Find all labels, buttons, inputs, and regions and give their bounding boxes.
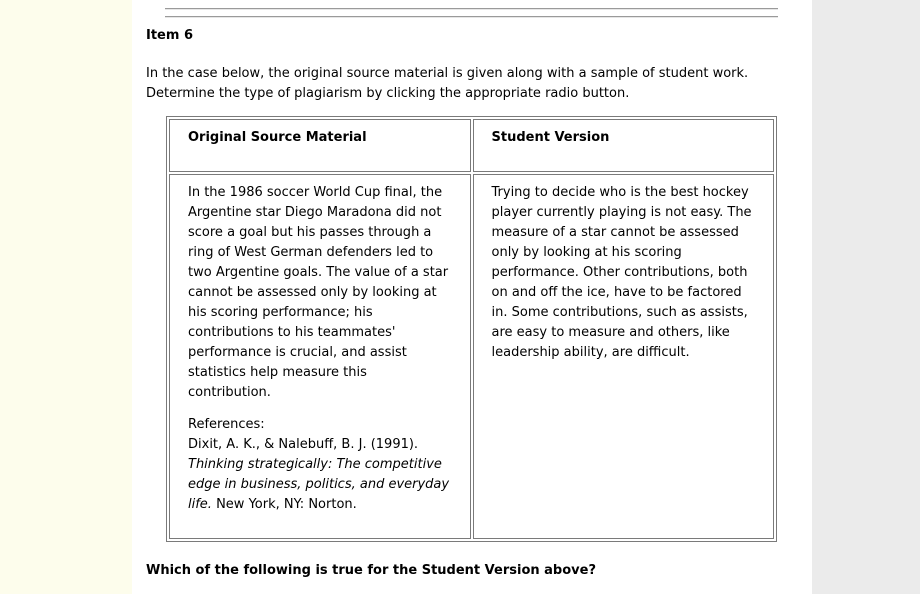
original-source-text: In the 1986 soccer World Cup final, the Argentine star Diego Maradona did not score a goal but his passes through a ring of West German defenders led to two Argentine goals. The value of a star cannot be assessed only by looking at his scoring performance; his contributions to his teammates' performance is crucial, and assist statistics help measure this contribution. xyxy=(188,185,449,400)
header-original-source: Original Source Material xyxy=(169,119,471,172)
header-student-version: Student Version xyxy=(473,119,775,172)
comparison-table xyxy=(166,116,777,542)
divider-bottom xyxy=(165,16,778,18)
reference-book-title: Thinking strategically: The competitive edge in business, politics, and everyday life. xyxy=(188,457,450,512)
original-source-cell xyxy=(169,174,471,539)
references-label: References: xyxy=(188,417,265,432)
student-version-text: Trying to decide who is the best hockey player currently playing is not easy. The measure of a star cannot be assessed only by looking at his scoring performance. Other contributions, both on and off the ice, have to be factored in. Some contributions, such as assists, are easy to measure and others, like leadership ability, are difficult. xyxy=(491,185,752,360)
reference-entry xyxy=(188,435,452,515)
student-version-cell xyxy=(473,174,775,539)
table-content-row xyxy=(169,174,774,539)
left-margin-panel xyxy=(0,0,132,594)
question-prompt: Which of the following is true for the Student Version above? xyxy=(146,563,596,578)
divider-top xyxy=(165,8,778,10)
reference-publisher: New York, NY: Norton. xyxy=(216,497,357,512)
reference-authors: Dixit, A. K., & Nalebuff, B. J. (1991). xyxy=(188,437,419,452)
item-title: Item 6 xyxy=(146,28,193,43)
right-margin-panel xyxy=(812,0,920,594)
instructions: In the case below, the original source material is given along with a sample of student work. Determine the type of plagiarism by clicking the appropriate radio button. xyxy=(146,66,749,101)
table-header-row xyxy=(169,119,774,172)
